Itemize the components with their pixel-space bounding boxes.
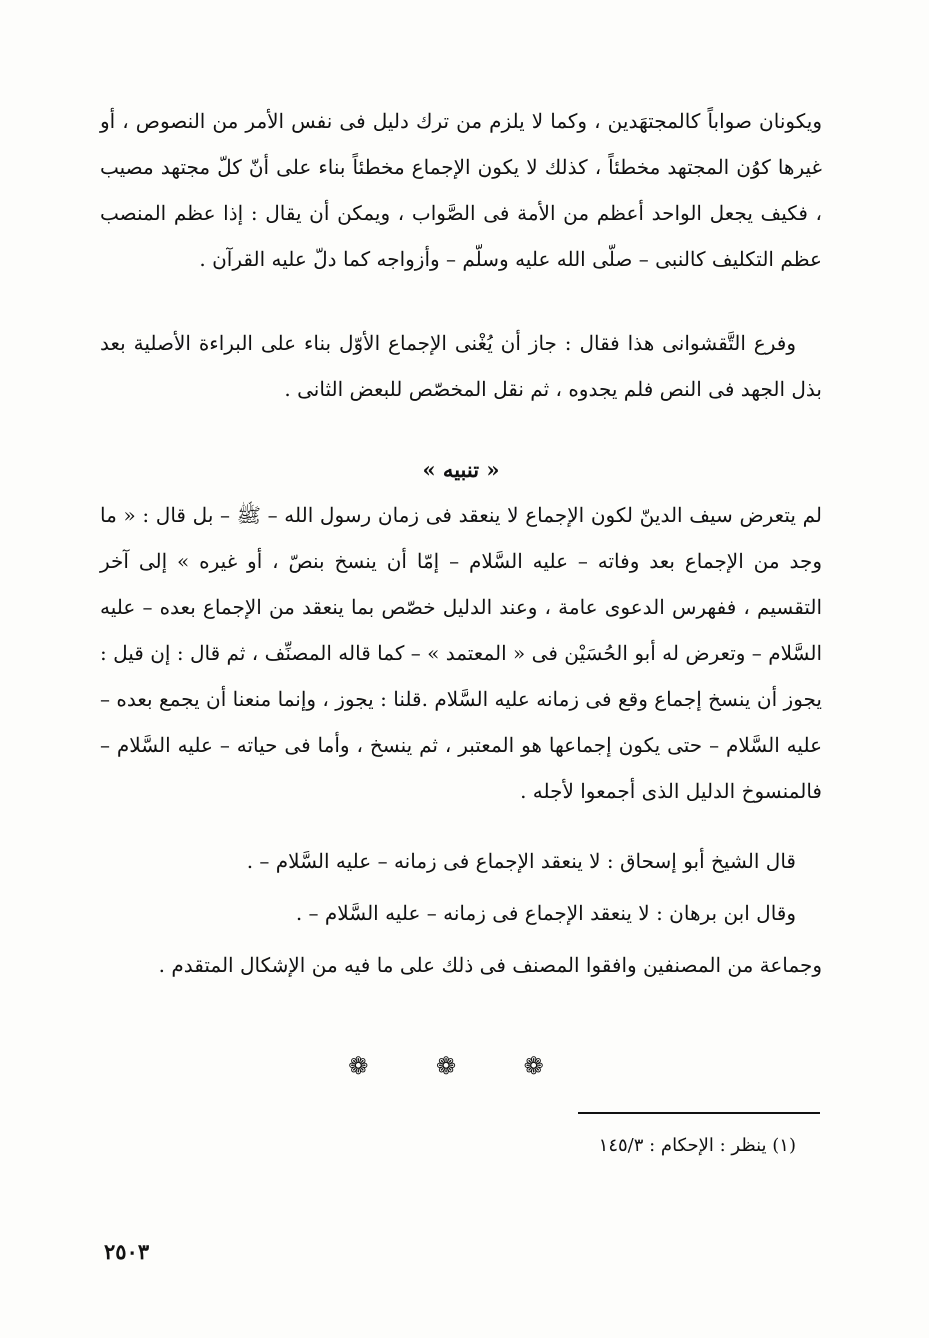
- section-heading: « تنبيه »: [422, 457, 500, 482]
- paragraph-1: ويكونان صواباً كالمجتهَدين ، وكما لا يلزم من ترك دليل فى نفس الأمر من النصوص ، أو غيرها كوُن المجتهد مخطئاً ، كذلك لا يكون الإجماع مخطئاً بناء على أنّ كلّ مجتهد مصيب ، فكيف يجعل الواحد أعظم من الأمة فى الصَّواب ، ويمكن أن يقال : إذا عظم المنصب عظم التكليف كالنبى – صلّى الله عليه وسلّم – وأزواجه كما دلّ عليه القرآن .: [100, 109, 822, 271]
- paragraph-6: وجماعة من المصنفين وافقوا المصنف فى ذلك على ما فيه من الإشكال المتقدم .: [158, 953, 822, 977]
- section-separator: ❁ ❁ ❁: [348, 1052, 574, 1080]
- page-number: ٢٥٠٣: [104, 1239, 150, 1264]
- paragraph-2: وفرع التَّقشوانى هذا فقال : جاز أن يُغْنى الإجماع الأوّل بناء على البراءة الأصلية بعد بذل الجهد فى النص فلم يجدوه ، ثم نقل المخصّص للبعض الثانى .: [100, 331, 822, 401]
- footnote: (١) ينظر : الإحكام : ١٤٥/٣: [598, 1135, 796, 1156]
- footnote-divider: [578, 1112, 820, 1114]
- paragraph-4: قال الشيخ أبو إسحاق : لا ينعقد الإجماع فى زمانه – عليه السَّلام – .: [246, 849, 796, 873]
- paragraph-5: وقال ابن برهان : لا ينعقد الإجماع فى زمانه – عليه السَّلام – .: [295, 901, 796, 925]
- paragraph-3: لم يتعرض سيف الدينّ لكون الإجماع لا ينعقد فى زمان رسول الله – ﷺ – بل قال : « ما وجد من الإجماع بعد وفاته – عليه السَّلام – إمّا أن ينسخ بنصّ ، أو غيره » إلى آخر التقسيم ، ففهرس الدعوى عامة ، وعند الدليل خصّص بما ينعقد من الإجماع بعده – عليه السَّلام – وتعرض له أبو الحُسَيْن فى « المعتمد » – كما قاله المصنِّف ، ثم قال : إن قيل : يجوز أن ينسخ إجماع وقع فى زمانه عليه السَّلام .قلنا : يجوز ، وإنما منعنا أن يجمع بعده – عليه السَّلام – حتى يكون إجماعها هو المعتبر ، ثم ينسخ ، وأما فى حياته – عليه السَّلام – فالمنسوخ الدليل الذى أجمعوا لأجله .: [100, 503, 823, 803]
